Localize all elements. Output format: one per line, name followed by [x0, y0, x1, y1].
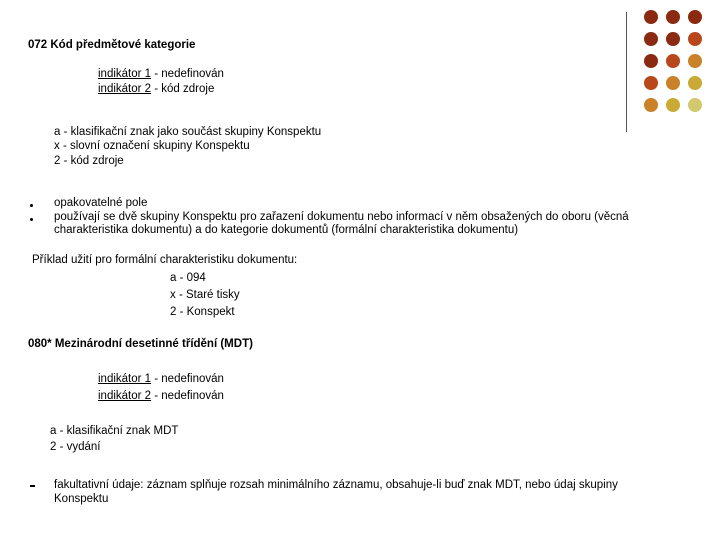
example-line: 2 - Konspekt — [170, 306, 235, 318]
note-line: opakovatelné pole — [54, 197, 148, 209]
example-intro: Příklad užití pro formální charakteristiku dokumentu: — [32, 254, 298, 266]
dot — [666, 76, 680, 90]
indicator-line — [98, 373, 224, 385]
subfield-line: 2 - vydání — [50, 441, 101, 453]
example-line: a - 094 — [170, 272, 206, 284]
indicator-label: indikátor 2 — [98, 390, 152, 402]
indicator-value: - nedefinován — [151, 390, 224, 402]
indicator-value: - kód zdroje — [151, 83, 215, 95]
note-line: fakultativní údaje: záznam splňuje rozsah minimálního záznamu, obsahuje-li buď znak MDT, nebo údaj skupiny Konspektu — [54, 479, 618, 505]
dot — [644, 32, 658, 46]
bullet-icon — [30, 218, 33, 221]
indicator-line — [98, 68, 224, 80]
dot — [688, 76, 702, 90]
indicator-label: indikátor 1 — [98, 373, 152, 385]
subfield-line: a - klasifikační znak MDT — [50, 425, 179, 437]
example-line: x - Staré tisky — [170, 289, 240, 301]
dot — [666, 32, 680, 46]
dot — [688, 54, 702, 68]
dot — [688, 32, 702, 46]
dot — [666, 98, 680, 112]
bullet-icon — [30, 485, 35, 487]
dot — [644, 54, 658, 68]
dot — [688, 10, 702, 24]
section-072-title: 072 Kód předmětové kategorie — [28, 39, 196, 51]
indicator-label: indikátor 2 — [98, 83, 152, 95]
dot — [666, 10, 680, 24]
dot — [644, 76, 658, 90]
indicator-label: indikátor 1 — [98, 68, 152, 80]
decorative-vertical-line — [626, 12, 627, 132]
section-080-title: 080* Mezinárodní desetinné třídění (MDT) — [28, 338, 253, 350]
indicator-line — [98, 83, 214, 95]
subfield-line: 2 - kód zdroje — [54, 155, 124, 167]
dot — [644, 98, 658, 112]
indicator-value: - nedefinován — [151, 373, 224, 385]
indicator-value: - nedefinován — [151, 68, 224, 80]
note-line: používají se dvě skupiny Konspektu pro zařazení dokumentu nebo informací v něm obsažených do oboru (věcná charakteristika dokumentu) a do kategorie dokumentů (formální charakteristika dokumentu) — [54, 211, 629, 236]
indicator-line — [98, 390, 224, 402]
dot — [644, 10, 658, 24]
subfield-line: x - slovní označení skupiny Konspektu — [54, 140, 250, 152]
dot — [666, 54, 680, 68]
subfield-line: a - klasifikační znak jako součást skupiny Konspektu — [54, 126, 322, 138]
bullet-icon — [30, 204, 33, 207]
dot — [688, 98, 702, 112]
